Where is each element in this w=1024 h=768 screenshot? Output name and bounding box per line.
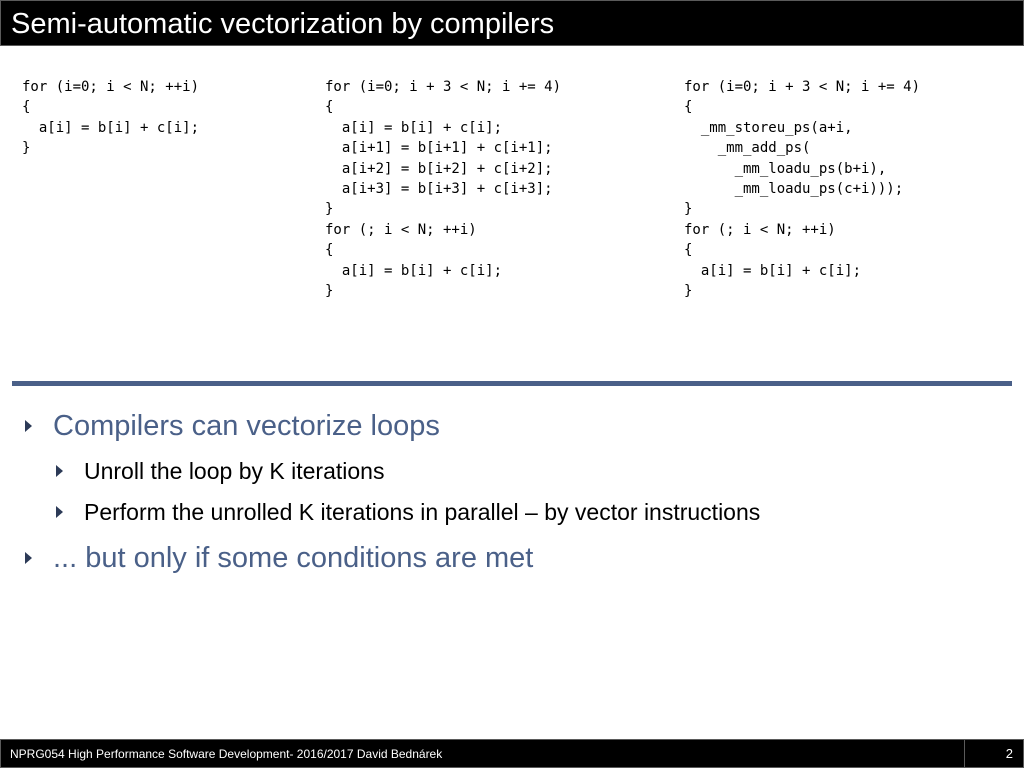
footer-bar: [0, 739, 1024, 768]
code-line: a[i] = b[i] + c[i];: [22, 119, 200, 136]
triangle-right-icon: [25, 552, 32, 564]
page-number: 2: [1005, 746, 1013, 761]
title-bar: [0, 0, 1024, 46]
code-line: for (i=0; i + 3 < N; i += 4): [684, 79, 921, 95]
code-line: _mm_add_ps(: [684, 140, 811, 157]
sub-bullet-text: Unroll the loop by K iterations: [84, 458, 385, 484]
sub-bullet-text: Perform the unrolled K iterations in parallel – by vector instructions: [84, 499, 761, 525]
code-line: a[i] = b[i] + c[i];: [325, 262, 503, 279]
code-line: a[i+3] = b[i+3] + c[i+3];: [325, 180, 553, 197]
code-line: for (; i < N; ++i): [684, 221, 836, 238]
code-line: a[i+1] = b[i+1] + c[i+1];: [325, 140, 553, 157]
code-line: }: [22, 140, 31, 157]
code-block-scalar-loop: [22, 77, 199, 159]
code-line: }: [325, 201, 334, 218]
code-line: _mm_loadu_ps(c+i)));: [684, 180, 904, 197]
code-line: _mm_loadu_ps(b+i),: [684, 160, 887, 177]
section-divider: [12, 381, 1012, 386]
footer-text: NPRG054 High Performance Software Development- 2016/2017 David Bednárek: [10, 747, 443, 761]
code-line: {: [325, 242, 334, 259]
code-line: }: [325, 282, 334, 299]
code-line: for (i=0; i < N; ++i): [22, 79, 200, 95]
code-block-unrolled-loop: [325, 77, 561, 301]
footer-separator: [964, 740, 965, 767]
code-line: _mm_storeu_ps(a+i,: [684, 119, 853, 136]
code-line: {: [22, 99, 31, 116]
code-line: for (i=0; i + 3 < N; i += 4): [325, 79, 562, 95]
sub-bullet-item: [84, 495, 760, 529]
code-line: a[i+2] = b[i+2] + c[i+2];: [325, 160, 553, 177]
code-block-sse-intrinsics: [684, 77, 920, 301]
code-line: for (; i < N; ++i): [325, 221, 477, 238]
bullet-text: ... but only if some conditions are met: [53, 542, 534, 574]
bullet-item: [53, 538, 533, 578]
code-line: a[i] = b[i] + c[i];: [684, 262, 862, 279]
triangle-right-icon: [56, 465, 63, 477]
code-line: }: [684, 282, 693, 299]
code-line: {: [684, 99, 693, 116]
bullet-text: Compilers can vectorize loops: [53, 410, 440, 442]
code-line: {: [684, 242, 693, 259]
code-line: {: [325, 99, 334, 116]
slide-title: Semi-automatic vectorization by compilers: [11, 8, 555, 40]
sub-bullet-item: [84, 454, 384, 488]
bullet-item: [53, 406, 440, 446]
code-line: }: [684, 201, 693, 218]
code-line: a[i] = b[i] + c[i];: [325, 119, 503, 136]
triangle-right-icon: [56, 506, 63, 518]
triangle-right-icon: [25, 420, 32, 432]
